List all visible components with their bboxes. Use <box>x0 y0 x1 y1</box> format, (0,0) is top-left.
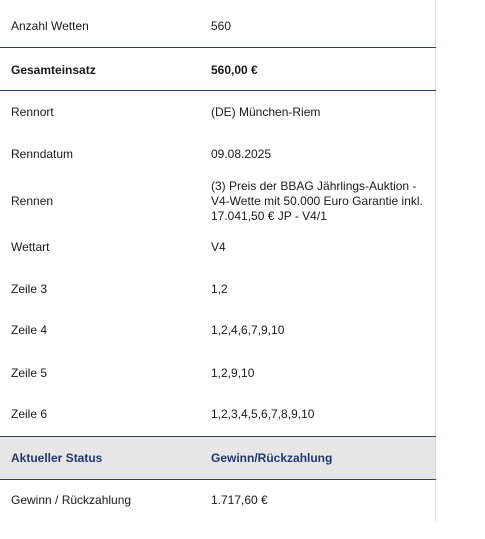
row-label: Zeile 6 <box>11 407 48 421</box>
row-label: Rennen <box>11 194 54 208</box>
row-value: 1,2,9,10 <box>211 366 255 380</box>
status-header-row <box>0 437 435 479</box>
divider <box>0 90 436 91</box>
divider <box>0 479 436 480</box>
payout-amount: 1.717,60 € <box>211 493 268 507</box>
row-label: Wettart <box>11 240 50 254</box>
row-label: Rennort <box>11 105 54 119</box>
divider <box>0 47 436 48</box>
row-value: 560,00 € <box>211 63 258 77</box>
row-label: Gewinn / Rückzahlung <box>11 493 132 507</box>
row-value: 1,2,3,4,5,6,7,8,9,10 <box>211 407 315 421</box>
status-value: Gewinn/Rückzahlung <box>211 451 333 465</box>
row-value: 09.08.2025 <box>211 147 272 161</box>
row-label: Zeile 3 <box>11 282 48 296</box>
row-value: (3) Preis der BBAG Jährlings-Auktion - V4-Wette mit 50.000 Euro Garantie inkl. 17.041,50 € JP - V4/1 <box>211 179 423 223</box>
row-label: Gesamteinsatz <box>11 63 96 77</box>
row-label: Zeile 4 <box>11 323 48 337</box>
row-value: (DE) München-Riem <box>211 105 321 119</box>
row-value: V4 <box>211 240 226 254</box>
row-value: 560 <box>211 19 232 33</box>
row-label: Renndatum <box>11 147 74 161</box>
status-label: Aktueller Status <box>11 451 103 465</box>
row-value: 1,2 <box>211 282 228 296</box>
row-label: Anzahl Wetten <box>11 19 89 33</box>
row-value: 1,2,4,6,7,9,10 <box>211 323 285 337</box>
row-label: Zeile 5 <box>11 366 48 380</box>
